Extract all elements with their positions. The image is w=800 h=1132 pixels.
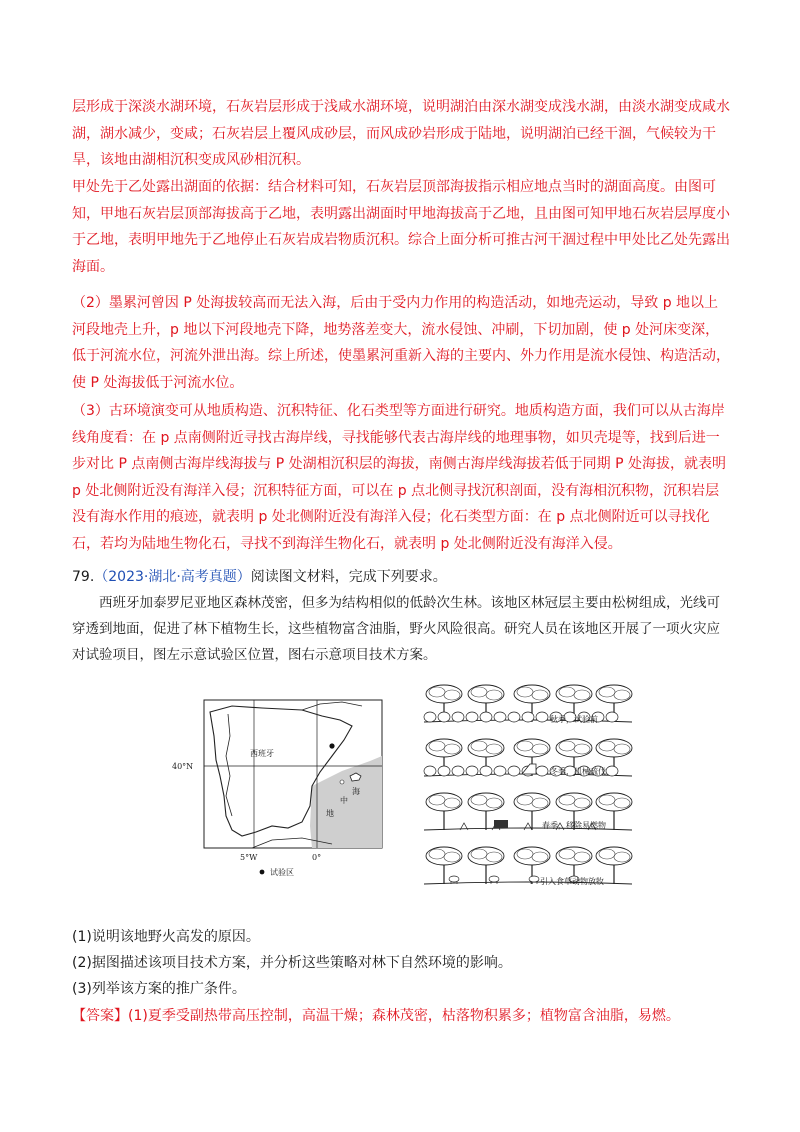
question-material: 西班牙加泰罗尼亚地区森林茂密，但多为结构相似的低龄次生林。该地区林冠层主要由松树组成，光线可穿透到地面，促进了林下植物生长，这些植物富含油脂，野火风险很高。研究人员在该地区开展了一项火灾应对试验项目，图左示意试验区位置，图右示意项目技术方案。 [72,595,720,663]
question-instruction: 阅读图文材料，完成下列要求。 [250,569,447,585]
answer-tag: 【答案】 [72,1008,128,1024]
map-country-label: 西班牙 [250,749,274,758]
map-sea-char-1: 海 [352,787,360,796]
technique-panel [424,685,632,722]
sub-question-2: (2)据图描述该项目技术方案，并分析这些策略对林下自然环境的影响。 [72,955,512,971]
answer-paragraph-2: 甲处先于乙处露出湖面的依据：结合材料可知，石灰岩层顶部海拔指示相应地点当时的湖面高度。由图可知，甲地石灰岩层顶部海拔高于乙地，表明露出湖面时甲地海拔高于乙地，且由图可知甲地石灰岩层厚度小于乙地，表明甲地先于乙地停止石灰岩成岩物质沉积。综合上面分析可推古河干涸过程中甲处比乙处先露出海面。 [72,179,730,275]
legend-dot [260,870,265,875]
answer-text: (1)夏季受副热带高压控制，高温干燥；森林茂密，枯落物积累多；植物富含油脂，易燃。 [128,1008,680,1024]
answer-paragraph-1: 层形成于深淡水湖环境，石灰岩层形成于浅咸水湖环境，说明湖泊由深水湖变成浅水湖，由淡水湖变成咸水湖，湖水减少，变咸；石灰岩层上覆风成砂层，而风成砂岩形成于陆地，说明湖泊已经干涸，气候较为干旱，该地由湖相沉积变成风砂相沉积。 [72,99,730,168]
panel-caption-1: 秋季，试验前 [550,715,598,724]
map-lat-label: 40°N [172,762,194,771]
sub-question-1: (1)说明该地野火高发的原因。 [72,929,260,945]
panel-caption-2: 冬季，机械疏伐 [550,767,606,776]
map-lon-0-label: 0° [312,853,322,862]
experiment-site-dot [329,743,334,748]
map-legend-label: 试验区 [270,868,294,877]
answer-line [72,1003,732,1029]
question-source: （2023·湖北·高考真题） [94,569,251,585]
panel-caption-4: 引入食草动物放牧 [540,877,604,886]
technique-panels [424,685,632,884]
spain-map [172,700,382,877]
question-number: 79. [72,569,95,585]
map-sea-char-2: 中 [340,796,348,805]
map-lon-w-label: 5°W [240,853,258,862]
question-header [72,564,732,590]
sub-question-3: (3)列举该方案的推广条件。 [72,981,246,997]
answer-paragraph-3: （2）墨累河曾因 P 处海拔较高而无法入海，后由于受内力作用的构造活动，如地壳运动，导致 p 地以上河段地壳上升，p 地以下河段地壳下降，地势落差变大，流水侵蚀、冲刷，下切加剧，使 p 处河床变深，低于河流水位，河流外泄出海。综上所述，使墨累河重新入海的主要内、外力作用是流水侵蚀、构造活动，使 P 处海拔低于河流水位。 [72,295,730,391]
panel-caption-3: 春季，移除易燃物 [542,821,606,830]
answer-paragraph-4: （3）古环境演变可从地质构造、沉积特征、化石类型等方面进行研究。地质构造方面，我们可以从古海岸线角度看：在 p 点南侧附近寻找古海岸线，寻找能够代表古海岸线的地理事物，如贝壳堤等，找到后进一步对比 P 点南侧古海岸线海拔与 P 处湖相沉积层的海拔，南侧古海岸线海拔若低于同期 P 处海拔，就表明 p 处北侧附近没有海洋入侵；沉积特征方面，可以在 p 点北侧寻找沉积剖面，没有海相沉积物，沉积岩层没有海水作用的痕迹，就表明 p 处北侧附近没有海洋入侵；化石类型方面：在 p 点北侧附近可以寻找化石，若均为陆地生物化石，寻找不到海洋生物化石，就表明 p 处北侧附近没有海洋入侵。 [72,403,727,552]
question-figure [172,676,642,906]
map-sea-char-3: 地 [326,809,334,818]
